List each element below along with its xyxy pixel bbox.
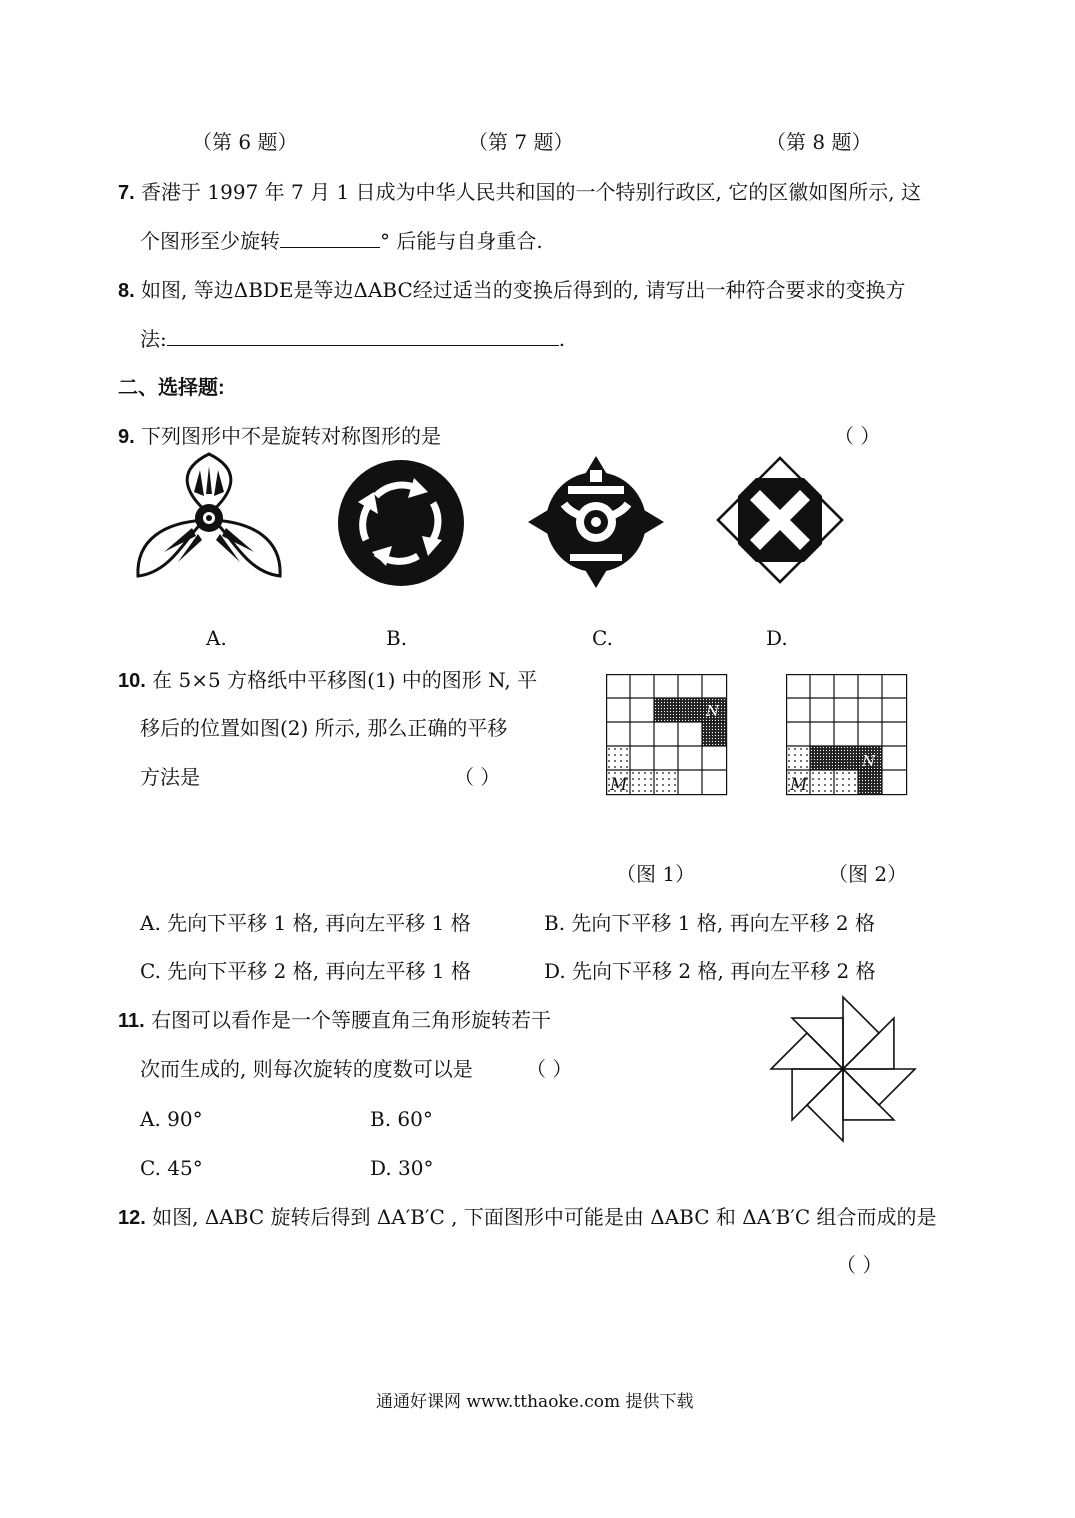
q7-line1 xyxy=(118,180,921,205)
q10-number: 10. xyxy=(118,670,146,692)
caption-q7: （第 7 题） xyxy=(468,130,574,154)
caption-q8: （第 8 题） xyxy=(766,130,872,154)
q7-text-b: ° 后能与自身重合. xyxy=(380,229,543,253)
q7-text-a: 个图形至少旋转 xyxy=(140,229,280,253)
q7-line2 xyxy=(140,229,543,253)
q11-option-b[interactable]: B. 60° xyxy=(370,1107,433,1131)
q10-option-d[interactable]: D. 先向下平移 2 格, 再向左平移 2 格 xyxy=(544,959,876,983)
q7-number: 7. xyxy=(118,182,135,204)
q7-text: 香港于 1997 年 7 月 1 日成为中华人民共和国的一个特别行政区, 它的区徽如图所示, 这 xyxy=(141,180,921,204)
q12-line1 xyxy=(118,1205,937,1230)
q8-line2 xyxy=(140,327,565,351)
q12-answer-paren[interactable]: （ ） xyxy=(836,1253,883,1277)
q8-text-b: . xyxy=(558,327,566,351)
q9-option-c[interactable]: C. xyxy=(592,626,613,650)
q10-option-b[interactable]: B. 先向下平移 1 格, 再向左平移 2 格 xyxy=(544,911,876,935)
q7-answer-blank[interactable] xyxy=(280,247,380,248)
q9-option-a[interactable]: A. xyxy=(206,626,227,650)
q8-number: 8. xyxy=(118,280,135,302)
section-choice-heading: 二、选择题: xyxy=(118,377,225,399)
q10-answer-paren[interactable]: （ ） xyxy=(454,765,501,789)
caption-q6: （第 6 题） xyxy=(192,130,298,154)
q9-figure-b-circle-arrows xyxy=(336,458,466,588)
q10-line1 xyxy=(118,668,537,693)
q9-figure-d-square-cross xyxy=(716,456,844,584)
q9-number: 9. xyxy=(118,426,135,448)
q9-answer-paren[interactable]: （ ） xyxy=(834,424,881,448)
q10-option-c[interactable]: C. 先向下平移 2 格, 再向左平移 1 格 xyxy=(140,959,471,983)
q10-option-a[interactable]: A. 先向下平移 1 格, 再向左平移 1 格 xyxy=(140,911,471,935)
q11-answer-paren[interactable]: （ ） xyxy=(526,1057,573,1081)
q10-grid1-label-n: N xyxy=(706,702,720,720)
q12-text: 如图, ΔABC 旋转后得到 ΔA′B′C , 下面图形中可能是由 ΔABC 和 ΔA′B′C 组合而成的是 xyxy=(152,1205,937,1229)
q12-number: 12. xyxy=(118,1207,146,1229)
q8-line1 xyxy=(118,278,906,303)
q10-grid1-label-m: M xyxy=(610,775,628,795)
q11-option-d[interactable]: D. 30° xyxy=(370,1156,434,1180)
q9-figure-a-flower xyxy=(134,452,284,582)
q9-line xyxy=(118,424,441,449)
q8-text: 如图, 等边ΔBDE是等边ΔABC经过适当的变换后得到的, 请写出一种符合要求的变换方 xyxy=(141,278,906,302)
q10-text-1: 在 5×5 方格纸中平移图(1) 中的图形 N, 平 xyxy=(152,668,538,692)
q9-text: 下列图形中不是旋转对称图形的是 xyxy=(141,424,442,448)
q8-text-a: 法: xyxy=(140,327,167,351)
q10-fig1-caption: （图 1） xyxy=(616,862,696,886)
q8-answer-blank[interactable] xyxy=(167,345,559,346)
q11-text-1: 右图可以看作是一个等腰直角三角形旋转若干 xyxy=(151,1008,552,1032)
q9-option-d[interactable]: D. xyxy=(766,626,788,650)
q10-grid2-label-m: M xyxy=(790,775,808,795)
q11-number: 11. xyxy=(118,1010,145,1032)
q10-line3: 方法是 xyxy=(140,765,200,789)
q11-line2: 次而生成的, 则每次旋转的度数可以是 xyxy=(140,1057,473,1081)
q11-option-a[interactable]: A. 90° xyxy=(140,1107,203,1131)
q10-fig2-caption: （图 2） xyxy=(828,862,908,886)
page-footer: 通通好课网 www.tthaoke.com 提供下载 xyxy=(376,1392,694,1412)
q9-figure-c-emblem xyxy=(528,456,664,588)
q9-option-b[interactable]: B. xyxy=(386,626,408,650)
q10-grid2-label-n: N xyxy=(862,752,876,770)
q10-line2: 移后的位置如图(2) 所示, 那么正确的平移 xyxy=(140,716,508,740)
q11-pinwheel-figure xyxy=(766,994,920,1144)
q11-option-c[interactable]: C. 45° xyxy=(140,1156,203,1180)
q11-line1 xyxy=(118,1008,551,1033)
